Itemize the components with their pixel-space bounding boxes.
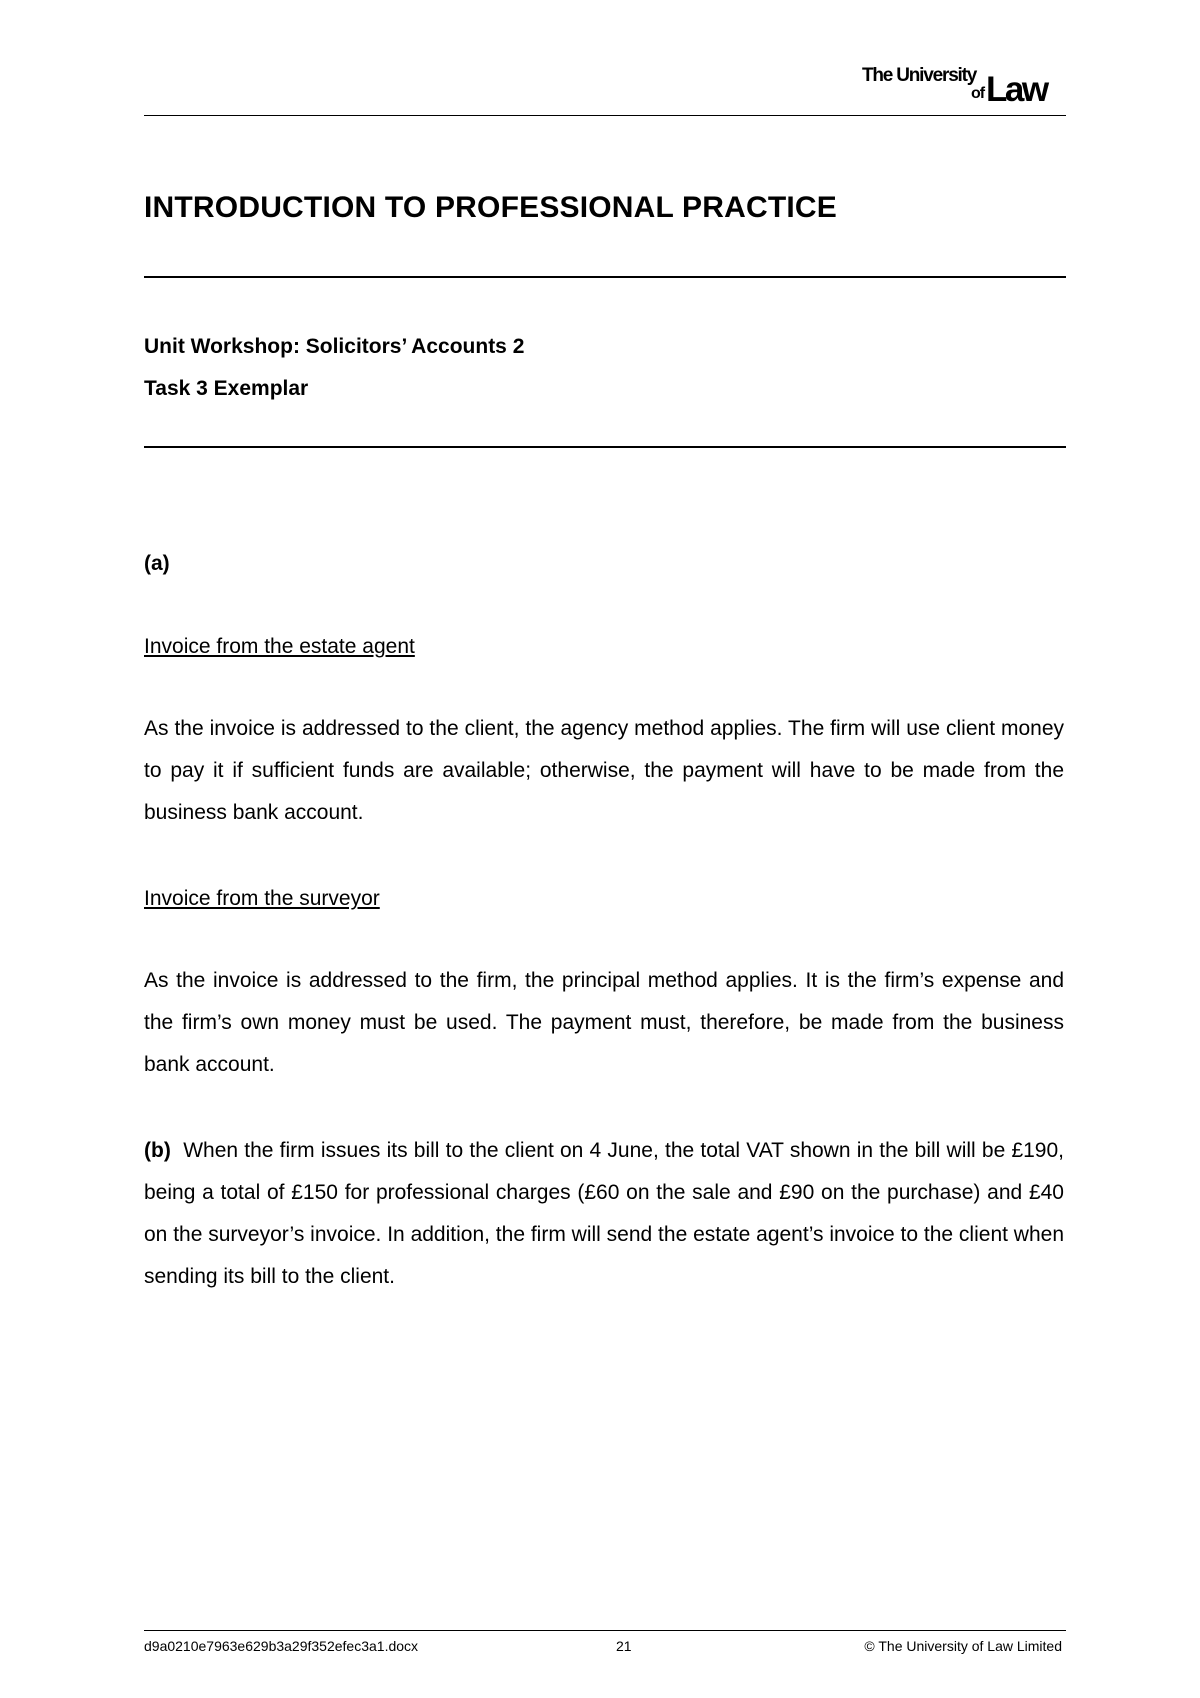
- subtitle-rule: [144, 446, 1066, 448]
- document-title: INTRODUCTION TO PROFESSIONAL PRACTICE: [144, 191, 837, 224]
- title-rule: [144, 276, 1066, 278]
- section-b-label: (b): [144, 1139, 171, 1162]
- logo-line-1: The University: [862, 65, 977, 86]
- logo-line-2: of: [971, 85, 985, 102]
- estate-agent-paragraph: As the invoice is addressed to the client, the agency method applies. The firm will use client money to pay it if sufficient funds are available; otherwise, the payment will have to be made from the business bank account.: [144, 717, 1064, 824]
- section-b-text: When the firm issues its bill to the client on 4 June, the total VAT shown in the bill will be £190, being a total of £150 for professional charges (£60 on the sale and £90 on the purchase) and £40 on the surveyor’s invoice. In addition, the firm will send the estate agent’s invoice to the client when sending its bill to the client.: [144, 1139, 1065, 1288]
- section-a-label: (a): [144, 552, 170, 575]
- estate-agent-heading: Invoice from the estate agent: [144, 635, 415, 658]
- task-subtitle: Task 3 Exemplar: [144, 377, 309, 400]
- unit-workshop-subtitle: Unit Workshop: Solicitors’ Accounts 2: [144, 335, 525, 358]
- logo-line-3: Law: [986, 70, 1047, 109]
- university-logo: [862, 65, 1066, 109]
- footer-rule: [144, 1630, 1066, 1631]
- header-rule: [144, 115, 1066, 116]
- footer-filename: d9a0210e7963e629b3a29f352efec3a1.docx: [144, 1638, 419, 1654]
- surveyor-paragraph: As the invoice is addressed to the firm, the principal method applies. It is the firm’s expense and the firm’s own money must be used. The payment must, therefore, be made from the business bank account.: [144, 969, 1064, 1076]
- footer-page-number: 21: [616, 1638, 632, 1654]
- section-b-paragraph: [144, 1130, 1064, 1298]
- footer-copyright: © The University of Law Limited: [864, 1638, 1062, 1654]
- surveyor-heading: Invoice from the surveyor: [144, 887, 380, 910]
